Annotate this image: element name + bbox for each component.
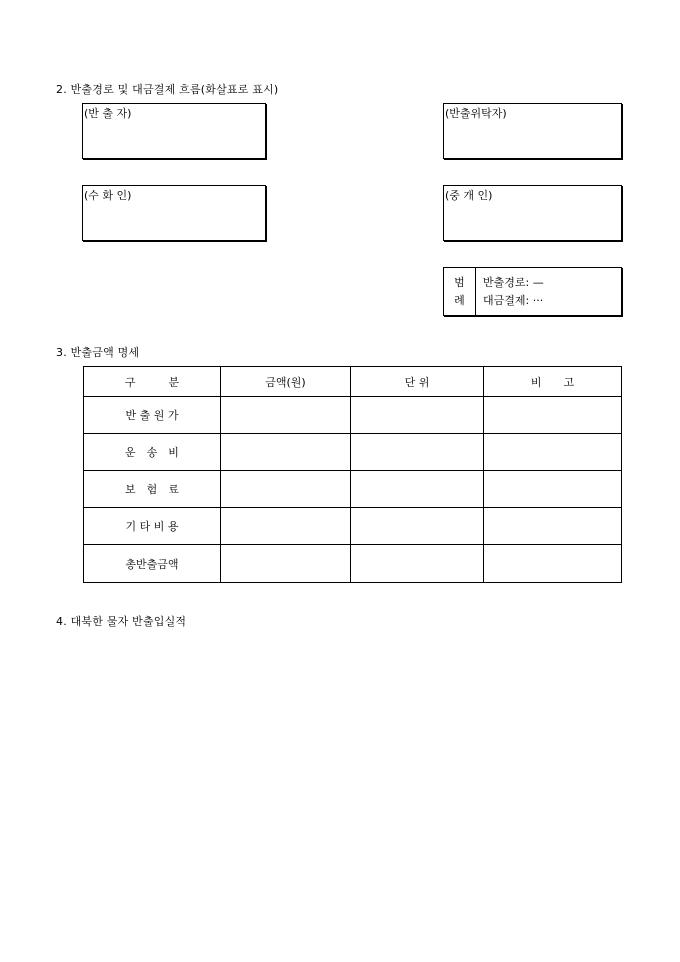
- table-row: [84, 508, 622, 545]
- note-cell[interactable]: [484, 508, 622, 545]
- amount-table: [83, 366, 622, 583]
- table-header-row: [84, 367, 622, 397]
- row-label: 보 험 료: [84, 471, 221, 508]
- section-3-heading: 3. 반출금액 명세: [56, 346, 140, 359]
- header-note: 비 고: [484, 367, 622, 397]
- unit-cell[interactable]: [351, 434, 484, 471]
- amount-cell[interactable]: [221, 508, 351, 545]
- note-cell[interactable]: [484, 545, 622, 583]
- legend-key: [444, 268, 476, 315]
- amount-cell[interactable]: [221, 397, 351, 434]
- row-label: 총반출금액: [84, 545, 221, 583]
- table-row: [84, 434, 622, 471]
- amount-cell[interactable]: [221, 471, 351, 508]
- header-category: 구 분: [84, 367, 221, 397]
- consignor-box: [443, 103, 622, 159]
- legend-key-line2: 례: [454, 293, 465, 307]
- note-cell[interactable]: [484, 397, 622, 434]
- amount-cell[interactable]: [221, 545, 351, 583]
- row-label: 운 송 비: [84, 434, 221, 471]
- header-amount: 금액(원): [221, 367, 351, 397]
- consignor-label: (반출위탁자): [445, 107, 507, 120]
- table-row: [84, 471, 622, 508]
- consignee-box: [82, 185, 266, 241]
- exporter-label: (반 출 자): [84, 107, 132, 120]
- unit-cell[interactable]: [351, 545, 484, 583]
- unit-cell[interactable]: [351, 508, 484, 545]
- header-unit: 단 위: [351, 367, 484, 397]
- legend-key-line1: 범: [454, 275, 465, 289]
- row-label: 반 출 원 가: [84, 397, 221, 434]
- note-cell[interactable]: [484, 471, 622, 508]
- legend-box: [443, 267, 622, 316]
- intermediary-label: (중 개 인): [445, 189, 493, 202]
- section-4-heading: 4. 대북한 물자 반출입실적: [56, 615, 187, 628]
- legend-route: 반출경로: —: [483, 275, 544, 289]
- unit-cell[interactable]: [351, 471, 484, 508]
- table-row: [84, 545, 622, 583]
- legend-items: [483, 268, 544, 315]
- exporter-box: [82, 103, 266, 159]
- row-label: 기 타 비 용: [84, 508, 221, 545]
- section-2-heading: 2. 반출경로 및 대금결제 흐름(화살표로 표시): [56, 83, 279, 96]
- unit-cell[interactable]: [351, 397, 484, 434]
- consignee-label: (수 화 인): [84, 189, 132, 202]
- intermediary-box: [443, 185, 622, 241]
- legend-payment: 대금결제: ···: [483, 293, 544, 307]
- table-row: [84, 397, 622, 434]
- amount-cell[interactable]: [221, 434, 351, 471]
- note-cell[interactable]: [484, 434, 622, 471]
